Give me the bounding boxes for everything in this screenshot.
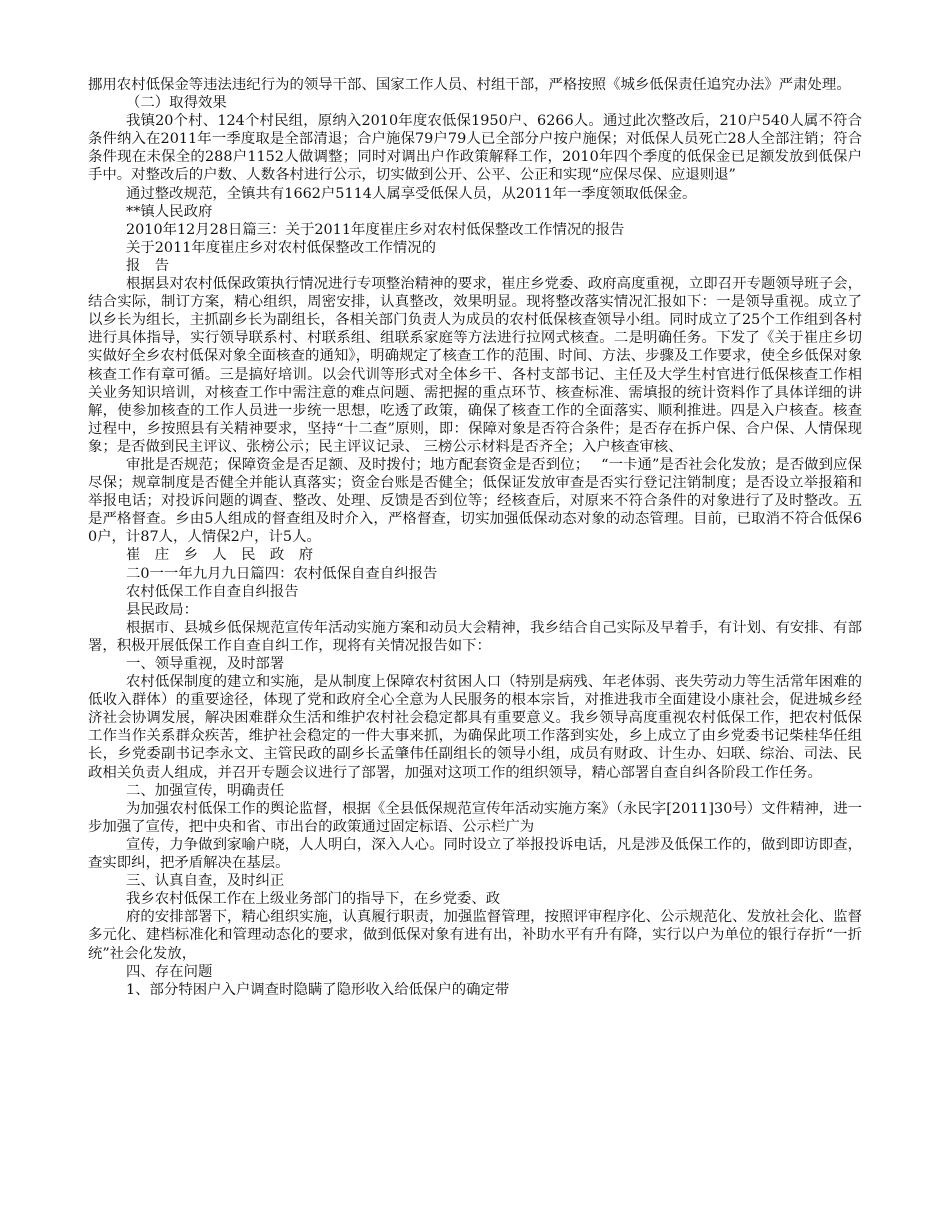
paragraph: 一、领导重视，及时部署	[126, 656, 285, 672]
paragraph: 农村低保制度的建立和实施，是从制度上保障农村贫困人口（特别是病残、年老体弱、丧失劳动力等生活常年困难的低收入群体）的重要途径，体现了党和政府全心全意为人民服务的根本宗旨，对推进我市全面建设小康社会，促进城乡经济社会协调发展，解决困难群众生活和维护农村社会稳定都具有重要意义。我乡领导高度重视农村低保工作，把农村低保工作当作关系群众疾苦，维护社会稳定的一件大事来抓，为确保此项工作落到实处，乡上成立了由乡党委书记柴桂华任组长，乡党委副书记李永文、主管民政的副乡长孟肇伟任副组长的领导小组，成员有财政、计生办、妇联、综治、司法、民政相关负责人组成，并召开专题会议进行了部署，加强对这项工作的组织领导，精心部署自查自纠各阶段工作任务。	[88, 674, 862, 781]
paragraph: 为加强农村低保工作的舆论监督，根据《全县低保规范宣传年活动实施方案》（永民字[2011]30号）文件精神，进一步加强了宣传，把中央和省、市出台的政策通过固定标语、公示栏广为	[88, 800, 862, 835]
paragraph: 我镇20个村、124个村民组，原纳入2010年度农低保1950户、6266人。通过此次整改后，210户540人属不符合条件纳入在2011年一季度取是全部清退；合户施保79户79人已全部分户按户施保；对低保人员死亡28人全部注销；符合条件现在未保全的288户1152人做调整；同时对调出户作政策解释工作，2010年四个季度的低保金已足额发放到低保户手中。对整改后的户数、人数各村进行公示，切实做到公开、公平、公正和实现“应保尽保、应退则退”	[88, 113, 862, 184]
paragraph: 我乡农村低保工作在上级业务部门的指导下，在乡党委、政	[126, 891, 501, 908]
paragraph: 二、加强宣传，明确责任	[126, 782, 285, 799]
document-body	[88, 76, 862, 999]
paragraph: 二0一一年九月九日篇四：农村低保自查自纠报告	[126, 565, 438, 582]
paragraph: 四、存在问题	[126, 963, 213, 980]
paragraph: 报 告	[126, 257, 170, 274]
paragraph: （二）取得效果	[126, 95, 227, 112]
paragraph: 2010年12月28日篇三：关于2011年度崔庄乡对农村低保整改工作情况的报告	[126, 221, 625, 238]
paragraph: **镇人民政府	[126, 203, 213, 220]
paragraph: 府的安排部署下，精心组织实施，认真履行职责，加强监督管理，按照评审程序化、公示规范化、发放社会化、监督多元化、建档标准化和管理动态化的要求，做到低保对象有进有出，补助水平有升有降，实行以户为单位的银行存折“一折统”社会化发放，	[88, 909, 862, 962]
paragraph: 三、认真自查，及时纠正	[126, 873, 285, 890]
paragraph: 农村低保工作自查自纠报告	[126, 583, 299, 600]
paragraph: 关于2011年度崔庄乡对农村低保整改工作情况的	[126, 239, 437, 256]
paragraph: 崔 庄 乡 人 民 政 府	[126, 547, 314, 564]
paragraph: 县民政局：	[126, 601, 198, 618]
paragraph: 根据市、县城乡低保规范宣传年活动实施方案和动员大会精神，我乡结合自己实际及早着手，有计划、有安排、有部署，积极开展低保工作自查自纠工作，现将有关情况报告如下：	[88, 619, 862, 654]
paragraph: 通过整改规范，全镇共有1662户5114人属享受低保人员，从2011年一季度领取低保金。	[126, 185, 697, 202]
paragraph: 根据县对农村低保政策执行情况进行专项整治精神的要求，崔庄乡党委、政府高度重视，立即召开专题领导班子会，结合实际，制订方案，精心组织，周密安排，认真整改，效果明显。现将整改落实情况汇报如下：一是领导重视。成立了以乡长为组长，主抓副乡长为副组长，各相关部门负责人为成员的农村低保核查领导小组。同时成立了25个工作组到各村进行具体指导，实行领导联系村、村联系组、组联系家庭等方法进行拉网式核查。二是明确任务。下发了《关于崔庄乡切实做好全乡农村低保对象全面核查的通知》，明确规定了核查工作的范围、时间、方法、步骤及工作要求，使全乡低保对象核查工作有章可循。三是搞好培训。以会代训等形式对全体乡干、各村支部书记、主任及大学生村官进行低保核查工作相关业务知识培训，对核查工作中需注意的难点问题、需把握的重点环节、核查标准、需填报的统计资料作了具体详细的讲解，使参加核查的工作人员进一步统一思想，吃透了政策，确保了核查工作的全面落实、顺利推进。四是入户核查。核查过程中，乡按照县有关精神要求，坚持“十二查”原则，即：保障对象是否符合条件；是否存在拆户保、合户保、人情保现象；是否做到民主评议、张榜公示；民主评议记录、 三榜公示材料是否齐全；入户核查审核、	[88, 276, 862, 455]
paragraph: 审批是否规范；保障资金是否足额、及时拨付；地方配套资金是否到位； “一卡通”是否社会化发放；是否做到应保尽保；规章制度是否健全并能认真落实；资金台账是否健全；低保证发放审查是否实行登记注销制度；是否设立举报箱和举报电话；对投诉问题的调查、整改、处理、反馈是否到位等；经核查后，对原来不符合条件的对象进行了及时整改。五是严格督查。乡由5人组成的督查组及时介入，严格督查，切实加强低保动态对象的动态管理。目前，已取消不符合低保60户，计87人，人情保2户，计5人。	[88, 456, 862, 546]
paragraph: 宣传，力争做到家喻户晓，人人明白，深入人心。同时设立了举报投诉电话，凡是涉及低保工作的，做到即访即查，查实即纠，把矛盾解决在基层。	[88, 836, 862, 872]
paragraph: 挪用农村低保金等违法违纪行为的领导干部、国家工作人员、村组干部，严格按照《城乡低保责任追究办法》严肃处理。	[88, 77, 851, 93]
paragraph: 1、部分特困户入户调查时隐瞒了隐形收入给低保户的确定带	[126, 981, 510, 998]
